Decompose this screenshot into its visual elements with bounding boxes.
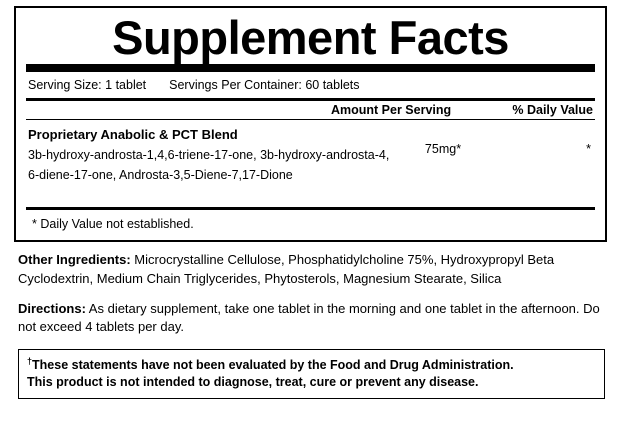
blend-name: Proprietary Anabolic & PCT Blend xyxy=(28,127,238,143)
other-ingredients-text: Microcrystalline Cellulose, Phosphatidylcholine 75%, Hydroxypropyl Beta Cyclodextrin, Medium Chain Triglycerides, Phytosterols, Magnesium Stearate, Silica xyxy=(18,252,555,286)
blend-ingredients-line-1: 3b-hydroxy-androsta-1,4,6-triene-17-one, 3b-hydroxy-androsta-4, xyxy=(28,147,390,162)
servings-per-container-label: Servings Per Container: xyxy=(169,77,302,92)
directions-text: As dietary supplement, take one tablet in the morning and one tablet in the afternoon. Do not exceed 4 tablets per day. xyxy=(18,300,600,335)
other-ingredients-paragraph xyxy=(18,251,605,288)
disclaimer-line-1 xyxy=(27,355,596,374)
title-divider xyxy=(26,64,595,72)
blend-ingredients-line-2: 6-diene-17-one, Androsta-3,5-Diene-7,17-Dione xyxy=(28,167,293,182)
fda-disclaimer-box xyxy=(18,349,605,399)
label-body xyxy=(14,242,607,398)
column-header-row xyxy=(26,101,595,119)
amount-per-serving-header: Amount Per Serving xyxy=(331,103,452,118)
serving-size-value: 1 tablet xyxy=(105,77,147,92)
dagger-symbol: † xyxy=(27,355,33,366)
other-ingredients-heading: Other Ingredients: xyxy=(18,252,131,268)
servings-per-container-value: 60 tablets xyxy=(305,77,360,92)
serving-size-label: Serving Size: xyxy=(28,77,102,92)
disclaimer-line-2: This product is not intended to diagnose, treat, cure or prevent any disease. xyxy=(27,375,479,390)
blend-daily-value: * xyxy=(586,142,591,157)
blend-amount-value: 75mg* xyxy=(424,142,462,157)
percent-daily-value-header: % Daily Value xyxy=(512,103,593,118)
blend-row xyxy=(26,120,595,207)
directions-paragraph xyxy=(18,300,605,337)
supplement-facts-panel xyxy=(14,6,607,242)
serving-info-row xyxy=(26,72,595,98)
directions-heading: Directions: xyxy=(18,300,86,316)
disclaimer-text-1: These statements have not been evaluated by the Food and Drug Administration. xyxy=(32,358,514,373)
daily-value-footnote: * Daily Value not established. xyxy=(32,217,194,232)
panel-title: Supplement Facts xyxy=(112,11,509,64)
